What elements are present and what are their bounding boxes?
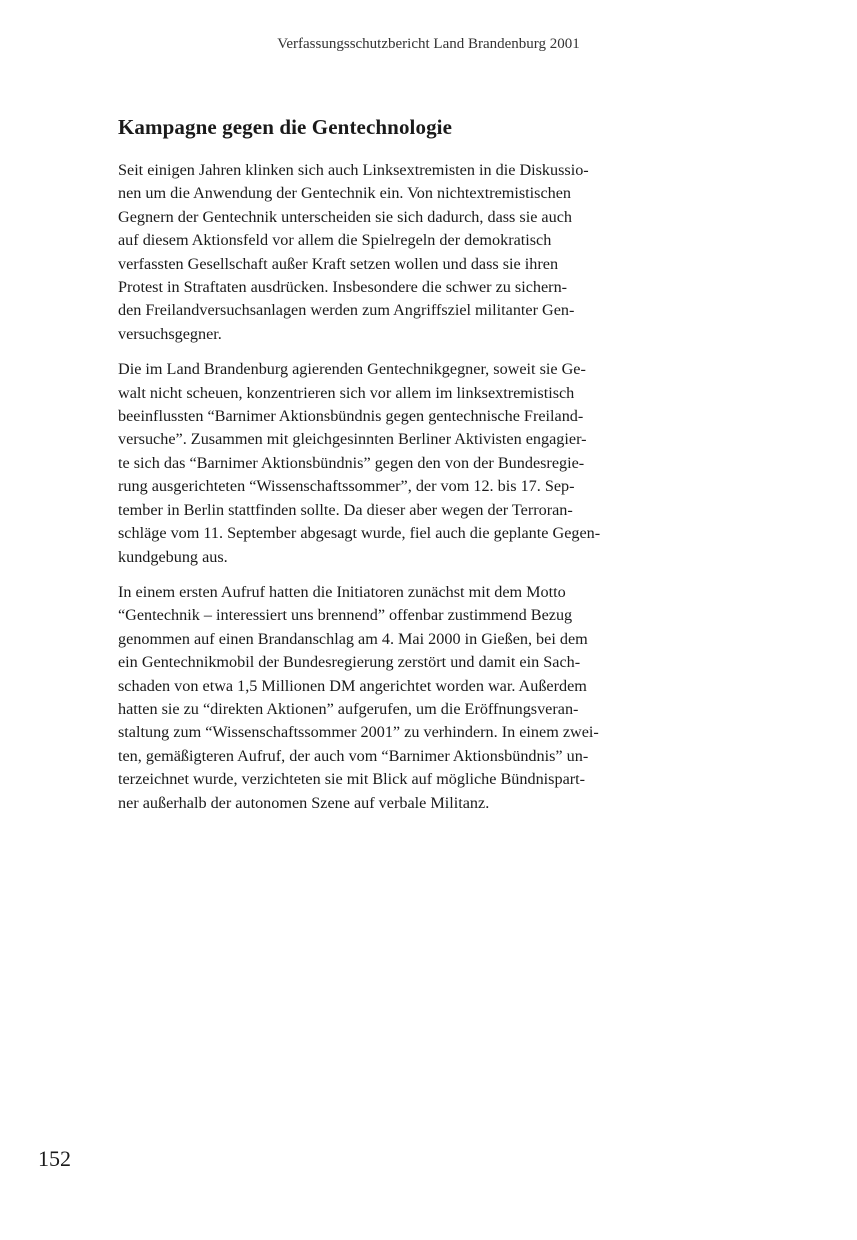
text-line: “Gentechnik – interessiert uns brennend” offenbar zustimmend Bezug xyxy=(118,606,573,625)
text-line: verfassten Gesellschaft außer Kraft setzen wollen und dass sie ihren xyxy=(118,254,559,273)
text-line: Protest in Straftaten ausdrücken. Insbesondere die schwer zu sichern- xyxy=(118,278,568,297)
text-line: versuchsgegner. xyxy=(118,324,222,343)
text-line: Seit einigen Jahren klinken sich auch Linksextremisten in die Diskussio- xyxy=(118,161,589,179)
text-line: nen um die Anwendung der Gentechnik ein. Von nichtextremistischen xyxy=(118,184,572,203)
page-number: 152 xyxy=(38,1146,71,1171)
running-header: Verfassungsschutzbericht Land Brandenburg 2001 xyxy=(277,36,580,52)
text-line: ein Gentechnikmobil der Bundesregierung zerstört und damit ein Sach- xyxy=(118,653,581,672)
text-line: Die im Land Brandenburg agierenden Gentechnikgegner, soweit sie Ge- xyxy=(118,360,586,379)
text-line: den Freilandversuchsanlagen werden zum Angriffsziel militanter Gen- xyxy=(118,301,575,320)
paragraph-container xyxy=(118,159,708,815)
text-line: staltung zum “Wissenschaftssommer 2001” zu verhindern. In einem zwei- xyxy=(118,723,599,742)
text-line: kundgebung aus. xyxy=(118,547,228,566)
document-body xyxy=(118,115,708,827)
text-line: beeinflussten “Barnimer Aktionsbündnis gegen gentechnische Freiland- xyxy=(118,407,584,426)
paragraph xyxy=(118,581,708,815)
text-line: walt nicht scheuen, konzentrieren sich vor allem im linksextremistisch xyxy=(118,383,575,402)
section-title: Kampagne gegen die Gentechnologie xyxy=(118,115,453,139)
text-line: schaden von etwa 1,5 Millionen DM angerichtet worden war. Außerdem xyxy=(118,676,587,695)
text-line: ten, gemäßigteren Aufruf, der auch vom “Barnimer Aktionsbündnis” un- xyxy=(118,746,589,765)
text-line: genommen auf einen Brandanschlag am 4. Mai 2000 in Gießen, bei dem xyxy=(118,629,588,648)
text-line: In einem ersten Aufruf hatten die Initiatoren zunächst mit dem Motto xyxy=(118,582,566,601)
text-line: auf diesem Aktionsfeld vor allem die Spielregeln der demokratisch xyxy=(118,231,552,250)
text-line: versuche”. Zusammen mit gleichgesinnten Berliner Aktivisten engagier- xyxy=(118,430,587,449)
text-line: hatten sie zu “direkten Aktionen” aufgerufen, um die Eröffnungsveran- xyxy=(118,699,579,718)
text-line: ner außerhalb der autonomen Szene auf verbale Militanz. xyxy=(118,793,490,812)
paragraph xyxy=(118,159,708,346)
text-line: schläge vom 11. September abgesagt wurde, fiel auch die geplante Gegen- xyxy=(118,524,601,543)
text-line: terzeichnet wurde, verzichteten sie mit Blick auf mögliche Bündnispart- xyxy=(118,770,586,789)
paragraph xyxy=(118,358,708,569)
text-line: tember in Berlin stattfinden sollte. Da dieser aber wegen der Terroran- xyxy=(118,500,573,519)
text-line: rung ausgerichteten “Wissenschaftssommer”, der vom 12. bis 17. Sep- xyxy=(118,477,575,496)
text-line: te sich das “Barnimer Aktionsbündnis” gegen den von der Bundesregie- xyxy=(118,453,585,472)
text-line: Gegnern der Gentechnik unterscheiden sie sich dadurch, dass sie auch xyxy=(118,207,572,226)
